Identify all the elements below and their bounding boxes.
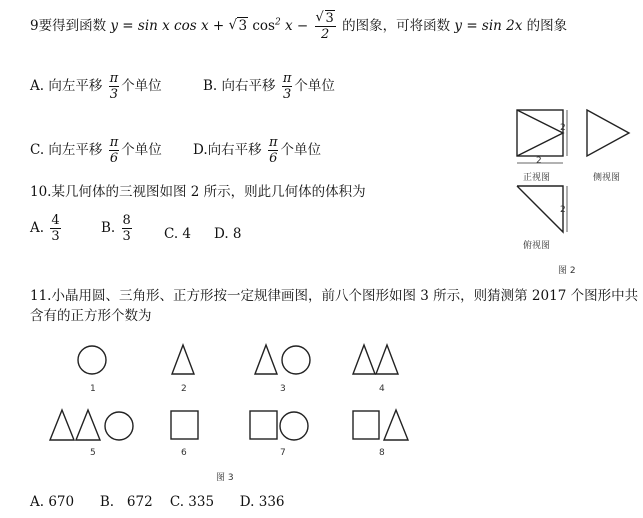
q10-stem: 10.某几何体的三视图如图 2 所示，则此几何体的体积为 [30, 184, 366, 200]
q10-option-b-label: B. [101, 220, 116, 236]
fig-number-5: 5 [90, 448, 96, 458]
q9-b-den: 3 [282, 87, 292, 102]
front-view-label: 正视图 [523, 173, 551, 183]
q9-option-b-frac [282, 72, 293, 101]
q11-stem-line2: 含有的正方形个数为 [30, 308, 152, 324]
q9-option-c-frac [109, 136, 120, 165]
q10-option-b-frac [122, 214, 132, 243]
fig-number-3: 3 [280, 384, 286, 394]
q10-option-c[interactable]: C. 4 [164, 226, 192, 242]
q11-stem-line1: 11.小晶用圆、三角形、正方形按一定规律画图，前八个图形如图 3 所示，则猜测第 2017 个图形中共 [30, 288, 639, 304]
q11-options[interactable]: A. 670 B. 672 C. 335 D. 336 [30, 494, 285, 510]
fig8-square [353, 411, 379, 439]
q9-stem [30, 12, 567, 41]
q9-func1 [110, 11, 342, 42]
fig7-circle [280, 412, 308, 440]
fig6-square [171, 411, 198, 439]
fig1-circle [78, 346, 106, 374]
q9-d-den: 6 [269, 151, 278, 166]
q9-d-num: π [268, 135, 278, 150]
q9-option-d-frac [268, 136, 279, 165]
q9-frac-num: 3 [325, 11, 334, 26]
q9-option-c-label: C. 向左平移 [30, 142, 103, 158]
q9-option-d-tail: 个单位 [280, 142, 321, 158]
fig-number-1: 1 [90, 384, 96, 394]
q9-option-b[interactable] [203, 72, 335, 101]
q9-option-d-label: D.向右平移 [193, 142, 262, 158]
q9-b-num: π [282, 71, 292, 86]
fig4-triangle-2 [376, 345, 398, 374]
fig3-triangle [255, 345, 277, 374]
side-view-label: 侧视图 [593, 173, 621, 183]
q9-func1-x: x − [285, 18, 309, 34]
q9-option-d[interactable] [193, 136, 321, 165]
q10-option-a-frac [50, 214, 60, 243]
fig-number-8: 8 [379, 448, 385, 458]
top-view-diagram [517, 186, 563, 232]
q10-a-den: 3 [51, 229, 60, 244]
q10-option-d[interactable]: D. 8 [214, 226, 242, 242]
q9-prefix: 9要得到函数 [30, 18, 107, 34]
q10-b-den: 3 [122, 229, 131, 244]
q9-func1-lhs: y = sin x cos x + [110, 18, 229, 34]
front-view-diagram [517, 110, 563, 156]
shape-sequence-figure [35, 330, 455, 485]
figure-2-caption: 图 2 [558, 266, 576, 276]
q9-option-a[interactable] [30, 72, 162, 101]
q9-cos: cos [252, 18, 275, 34]
q9-mid: 的图象，可将函数 [342, 18, 451, 34]
fig5-triangle-2 [76, 410, 100, 440]
q9-c-num: π [109, 135, 119, 150]
q10-a-num: 4 [51, 213, 60, 228]
top-height-label: 2 [560, 205, 566, 215]
fig-number-2: 2 [181, 384, 187, 394]
three-view-figure [505, 100, 643, 280]
q9-option-c-tail: 个单位 [121, 142, 162, 158]
fig3-circle [282, 346, 310, 374]
q10-option-a-label: A. [30, 220, 45, 236]
q9-exponent: 2 [274, 17, 281, 28]
figure-3-caption: 图 3 [216, 473, 234, 483]
fig-number-4: 4 [379, 384, 385, 394]
q9-option-a-frac [109, 72, 120, 101]
fig-number-6: 6 [181, 448, 187, 458]
fig4-triangle-1 [353, 345, 375, 374]
q9-sqrt3 [228, 18, 248, 34]
side-view-diagram [587, 110, 629, 156]
q9-a-num: π [109, 71, 119, 86]
q10-b-num: 8 [122, 213, 131, 228]
q9-option-c[interactable] [30, 136, 162, 165]
q9-option-b-label: B. 向右平移 [203, 78, 276, 94]
front-width-label: 2 [536, 156, 542, 166]
fig-number-7: 7 [280, 448, 286, 458]
q9-c-den: 6 [109, 151, 119, 166]
fig7-square [250, 411, 277, 439]
q9-func2: y = sin 2x [454, 18, 523, 34]
q9-a-den: 3 [109, 87, 119, 102]
front-height-label: 2 [560, 123, 566, 133]
q9-option-b-tail: 个单位 [294, 78, 335, 94]
q10-option-b[interactable] [101, 214, 134, 243]
fig2-triangle [172, 345, 194, 374]
q9-suffix: 的图象 [526, 18, 568, 34]
top-view-label: 俯视图 [523, 241, 551, 251]
fig5-triangle-1 [50, 410, 74, 440]
q9-option-a-tail: 个单位 [121, 78, 162, 94]
q10-option-a[interactable] [30, 214, 63, 243]
q9-sqrt3-value: 3 [238, 18, 248, 34]
q9-frac-sqrt3-over-2 [315, 12, 336, 41]
q9-option-a-label: A. 向左平移 [30, 78, 103, 94]
q9-frac-den: 2 [321, 27, 330, 42]
fig5-circle [105, 412, 133, 440]
fig8-triangle [384, 410, 408, 440]
